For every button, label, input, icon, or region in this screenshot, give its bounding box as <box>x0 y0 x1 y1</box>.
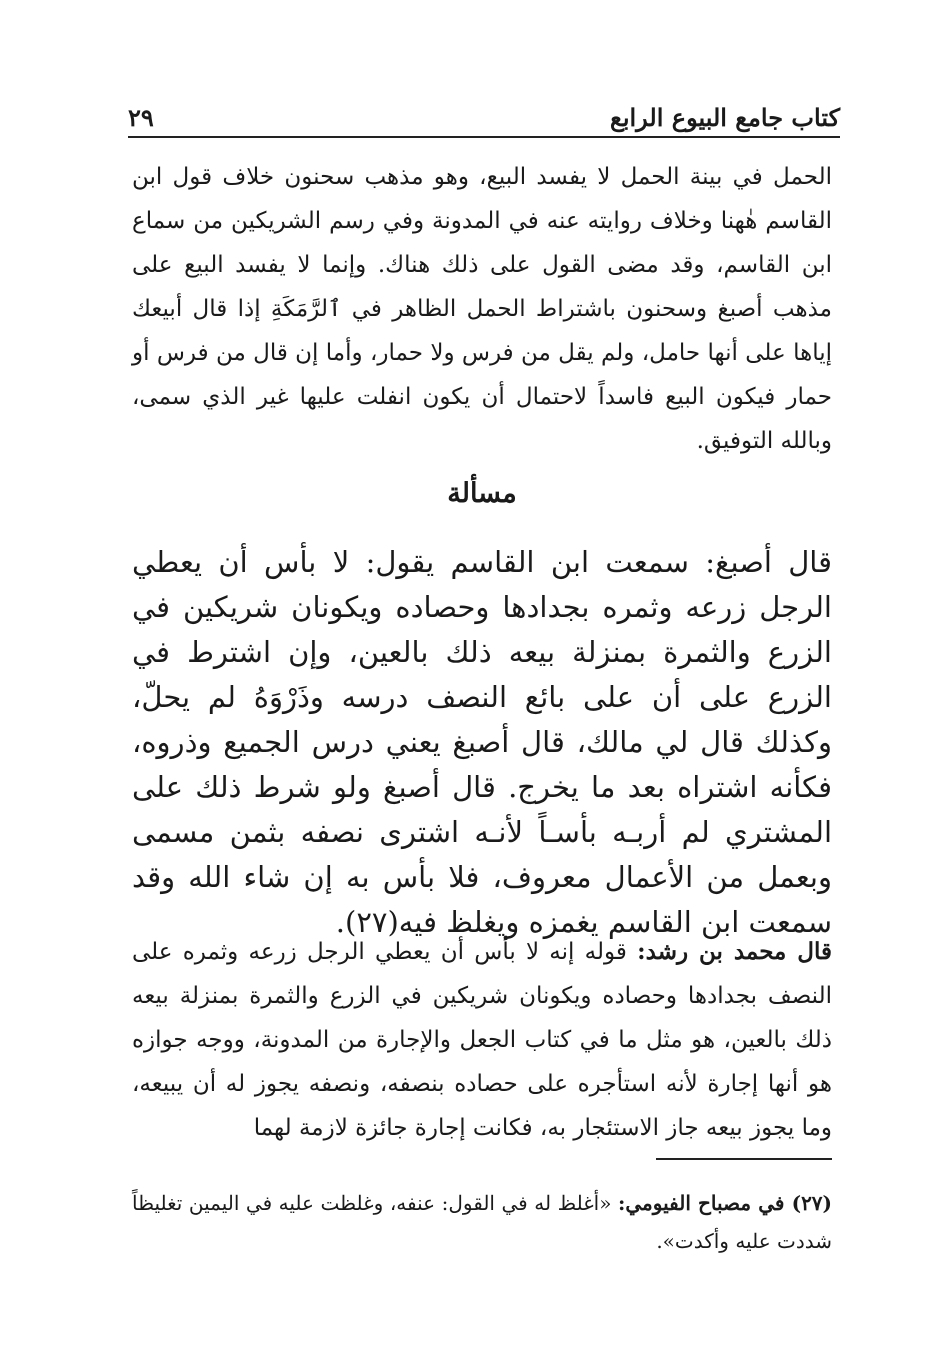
paragraph-masala: قال أصبغ: سمعت ابن القاسم يقول: لا بأس أن يعطي الرجل زرعه وثمره بجدادها وحصاده ويكونان شريكين في الزرع والثمرة بمنزلة بيعه ذلك بالعين، وإن اشترط في الزرع على أن على بائع النصف درسه وذَرْوَهُ لم يحلّ، وكذلك قال لي مالك، قال أصبغ يعني درس الجميع وذروه، فكأنه اشتراه بعد ما يخرج. قال أصبغ ولو شرط ذلك على المشتري لم أربـه بأسـاً لأنـه اشترى نصفه بثمن مسمى وبعمل من الأعمال معروف، فلا بأس به إن شاء الله وقد سمعت ابن القاسم يغمزه ويغلظ فيه(٢٧). <box>132 545 832 939</box>
commentary-body: قوله إنه لا بأس أن يعطي الرجل زرعه وثمره على النصف بجدادها وحصاده ويكونان شريكين في الزرع والثمرة بمنزلة بيعه ذلك بالعين، هو مثل ما في كتاب الجعل والإجارة من المدونة، ووجه جوازه هو أنها إجارة لأنه استأجره على حصاده بنصفه، ونصفه يجوز له أن يبيعه، وما يجوز بيعه جاز الاستئجار به، فكانت إجارة جائزة لازمة لهما <box>132 939 832 1141</box>
footnote-body: «أغلظ له في القول: عنفه، وغلظت عليه في اليمين تغليظاً شددت عليه وأكدت». <box>132 1191 832 1253</box>
running-title: كتاب جامع البيوع الرابع <box>610 103 840 132</box>
page-number: ٢٩ <box>128 103 154 132</box>
footnote-lead: (٢٧) في مصباح الفيومي: <box>617 1191 833 1215</box>
page-header <box>128 96 840 138</box>
footnote-divider <box>656 1158 832 1160</box>
paragraph-commentary <box>132 930 832 1150</box>
footnote <box>132 1184 832 1260</box>
paragraph-continuation: الحمل في بينة الحمل لا يفسد البيع، وهو مذهب سحنون خلاف قول ابن القاسم هٰهنا وخلاف روايته عنه في المدونة وفي رسم الشريكين من سماع ابن القاسم، وقد مضى القول على ذلك هناك. وإنما لا يفسد البيع على مذهب أصبغ وسحنون باشتراط الحمل الظاهر في ٱلرَّمَكَةِ إذا قال أبيعك إياها على أنها حامل، ولم يقل من فرس ولا حمار، وأما إن قال من فرس أو حمار فيكون البيع فاسداً لاحتمال أن يكون انفلت عليها غير الذي سمى، وبالله التوفيق. <box>132 164 832 454</box>
commentary-lead: قال محمد بن رشد: <box>637 938 833 965</box>
section-heading: مسألة <box>447 478 517 509</box>
